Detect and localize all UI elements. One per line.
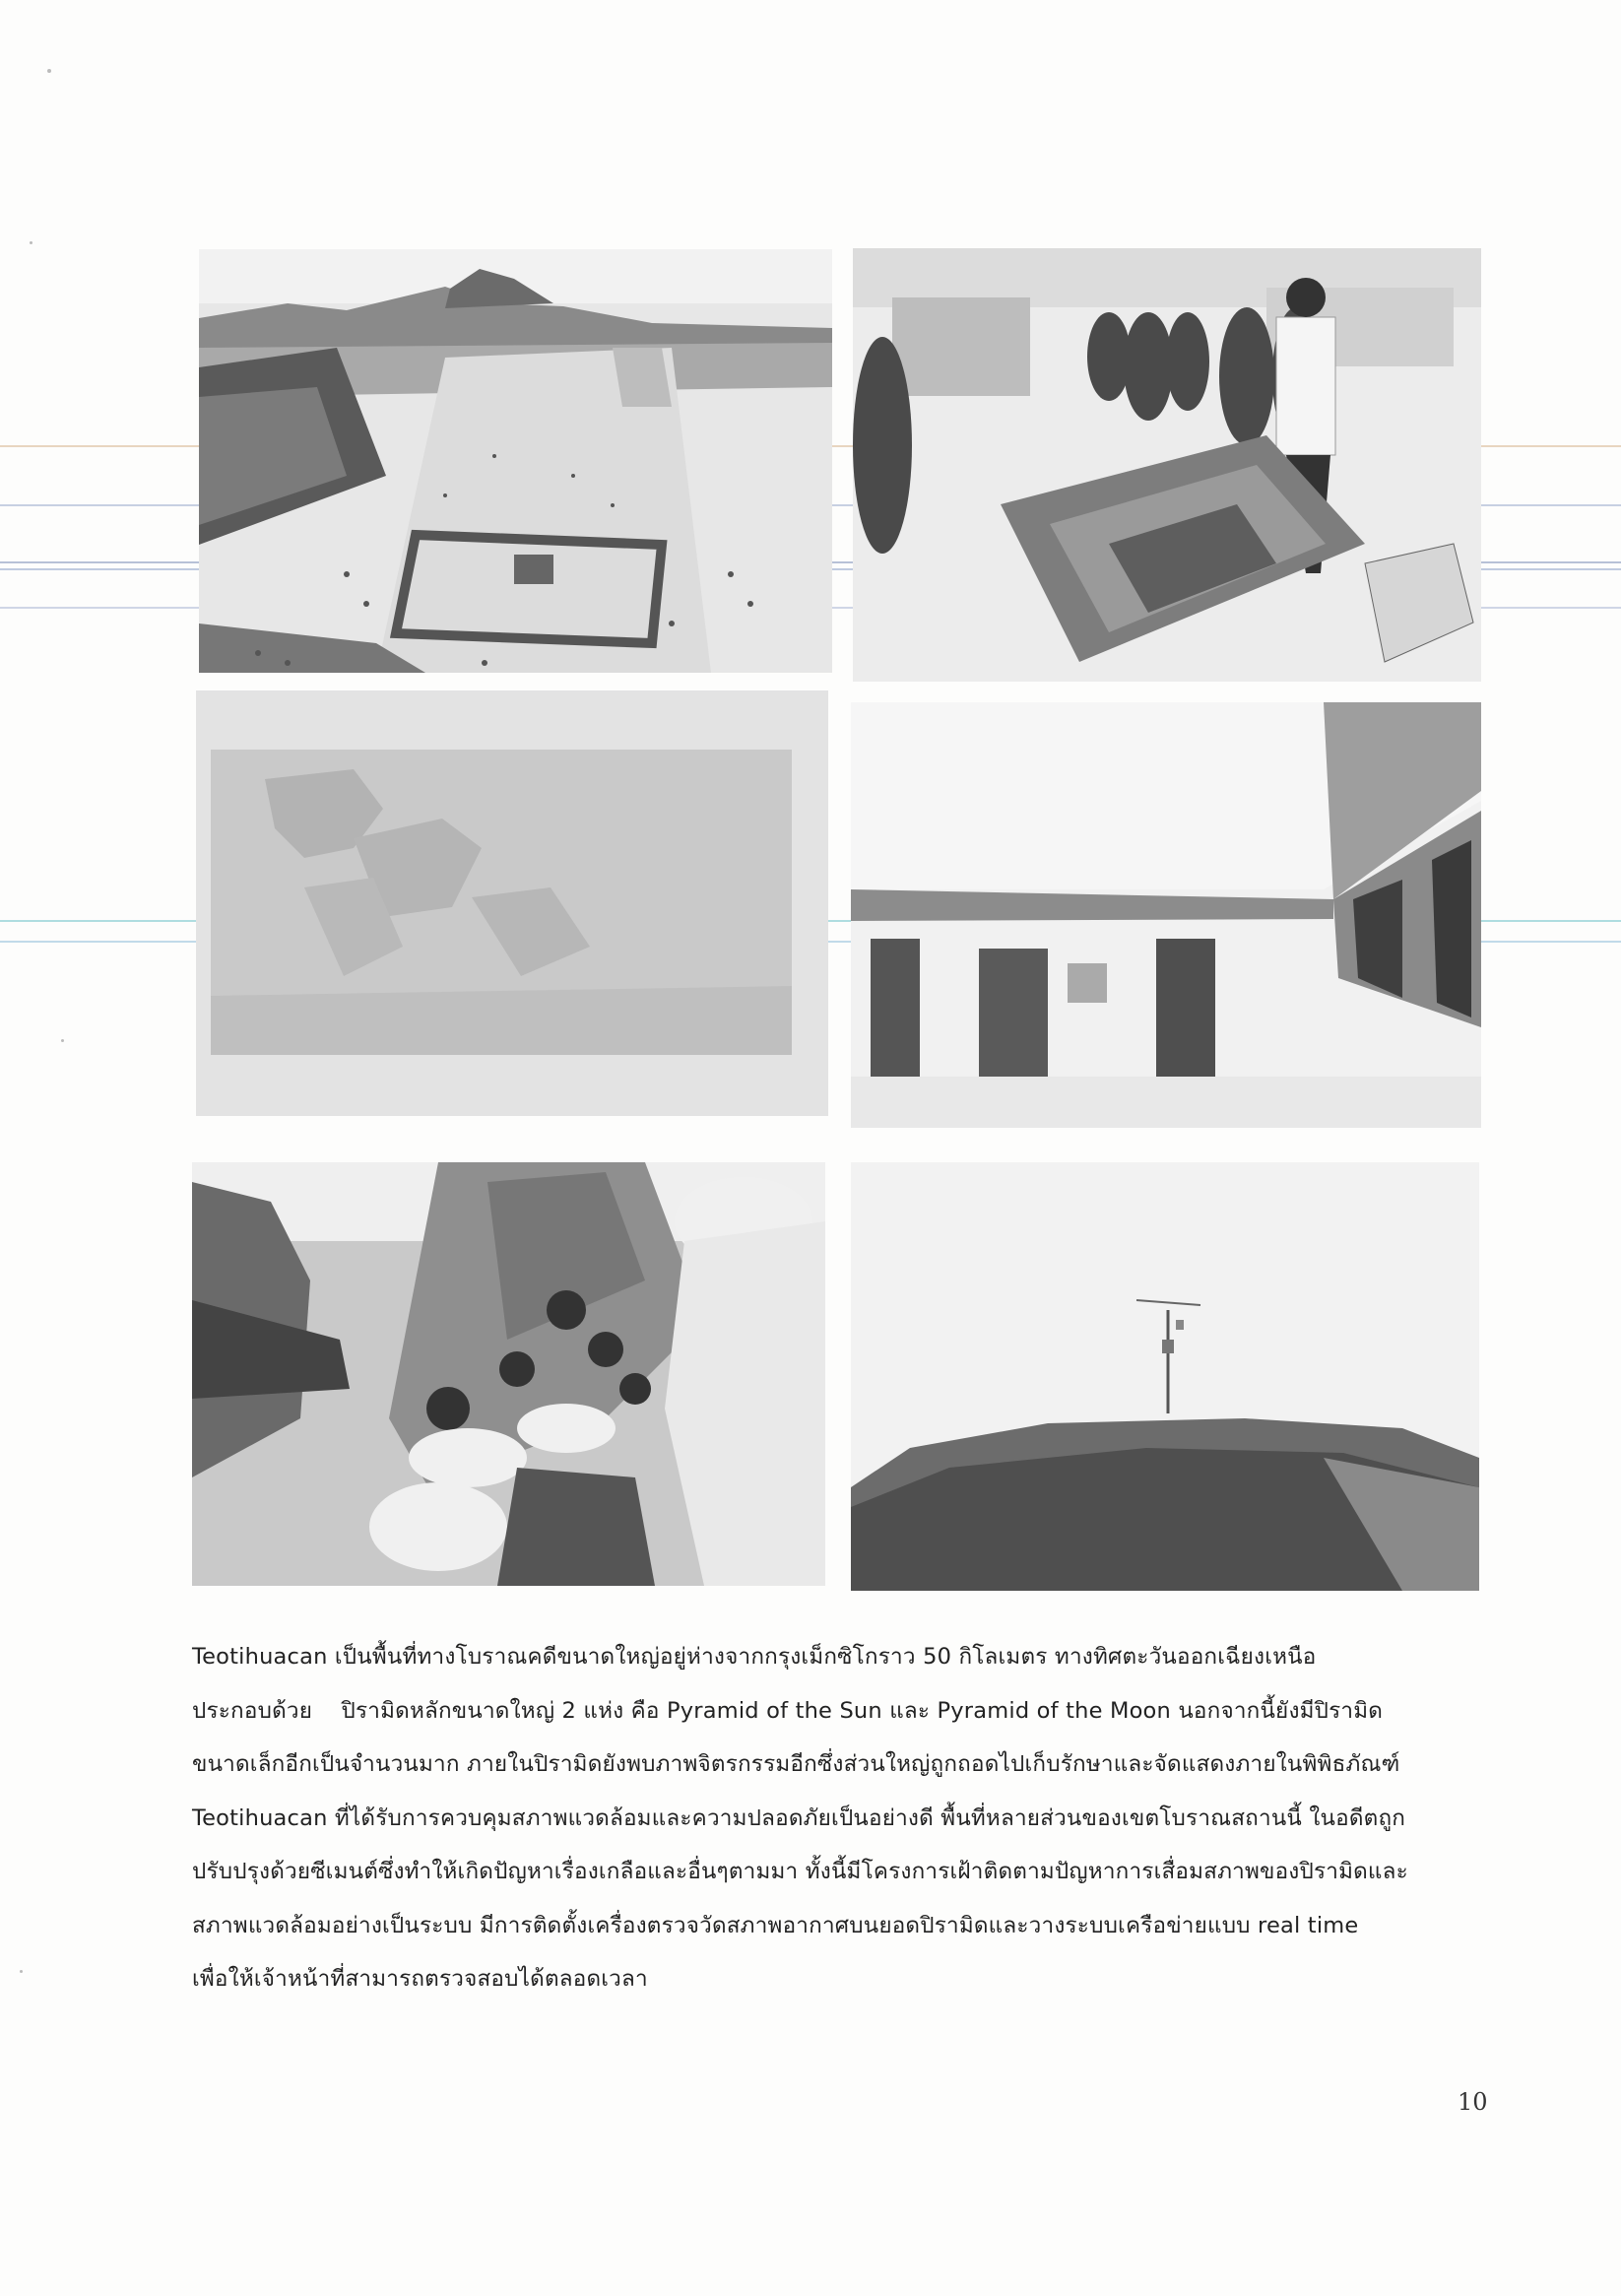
body-line: สภาพแวดล้อมอย่างเป็นระบบ มีการติดตั้งเครื่องตรวจวัดสภาพอากาศบนยอดปิรามิดและวางระบบเครือข่ายแบบ real time <box>192 1912 1359 1938</box>
body-line: Teotihuacan ที่ได้รับการควบคุมสภาพแวดล้อมและความปลอดภัยเป็นอย่างดี พื้นที่หลายส่วนของเขตโบราณสถานนี้ ในอดีตถูก <box>192 1804 1406 1831</box>
visitors-on-pyramid-slope-photo <box>192 1162 825 1586</box>
scan-speck <box>20 1970 23 1973</box>
body-line: ขนาดเล็กอีกเป็นจำนวนมาก ภายในปิรามิดยังพบภาพจิตรกรรมอีกซึ่งส่วนใหญ่ถูกถอดไปเก็บรักษาและจัดแสดงภายในพิพิธภัณฑ์ <box>192 1751 1400 1777</box>
body-line: ปรับปรุงด้วยซีเมนต์ซึ่งทำให้เกิดปัญหาเรื่องเกลือและอื่นๆตามมา ทั้งนี้มีโครงการเฝ้าติดตามปัญหาการเสื่อมสภาพของปิรามิดและ <box>192 1859 1408 1884</box>
covered-courtyard-photo <box>851 702 1481 1128</box>
scan-speck <box>61 1039 64 1042</box>
aerial-view-avenue-of-the-dead-photo <box>199 249 832 673</box>
scan-speck <box>30 241 32 244</box>
museum-model-display-photo <box>853 248 1481 682</box>
body-line: เพื่อให้เจ้าหน้าที่สามารถตรวจสอบได้ตลอดเวลา <box>192 1966 648 1992</box>
page-number: 10 <box>1458 2088 1488 2116</box>
weather-station-on-pyramid-top-photo <box>851 1162 1479 1591</box>
mural-fragment-photo <box>196 690 828 1116</box>
body-line: ประกอบด้วย ปิรามิดหลักขนาดใหญ่ 2 แห่ง คือ Pyramid of the Sun และ Pyramid of the Moon นอกจากนี้ยังมีปิรามิด <box>192 1697 1384 1724</box>
scan-speck <box>47 69 51 73</box>
body-paragraph <box>192 1630 1482 2006</box>
body-line: Teotihuacan เป็นพื้นที่ทางโบราณคดีขนาดใหญ่อยู่ห่างจากกรุงเม็กซิโกราว 50 กิโลเมตร ทางทิศตะวันออกเฉียงเหนือ <box>192 1644 1317 1670</box>
